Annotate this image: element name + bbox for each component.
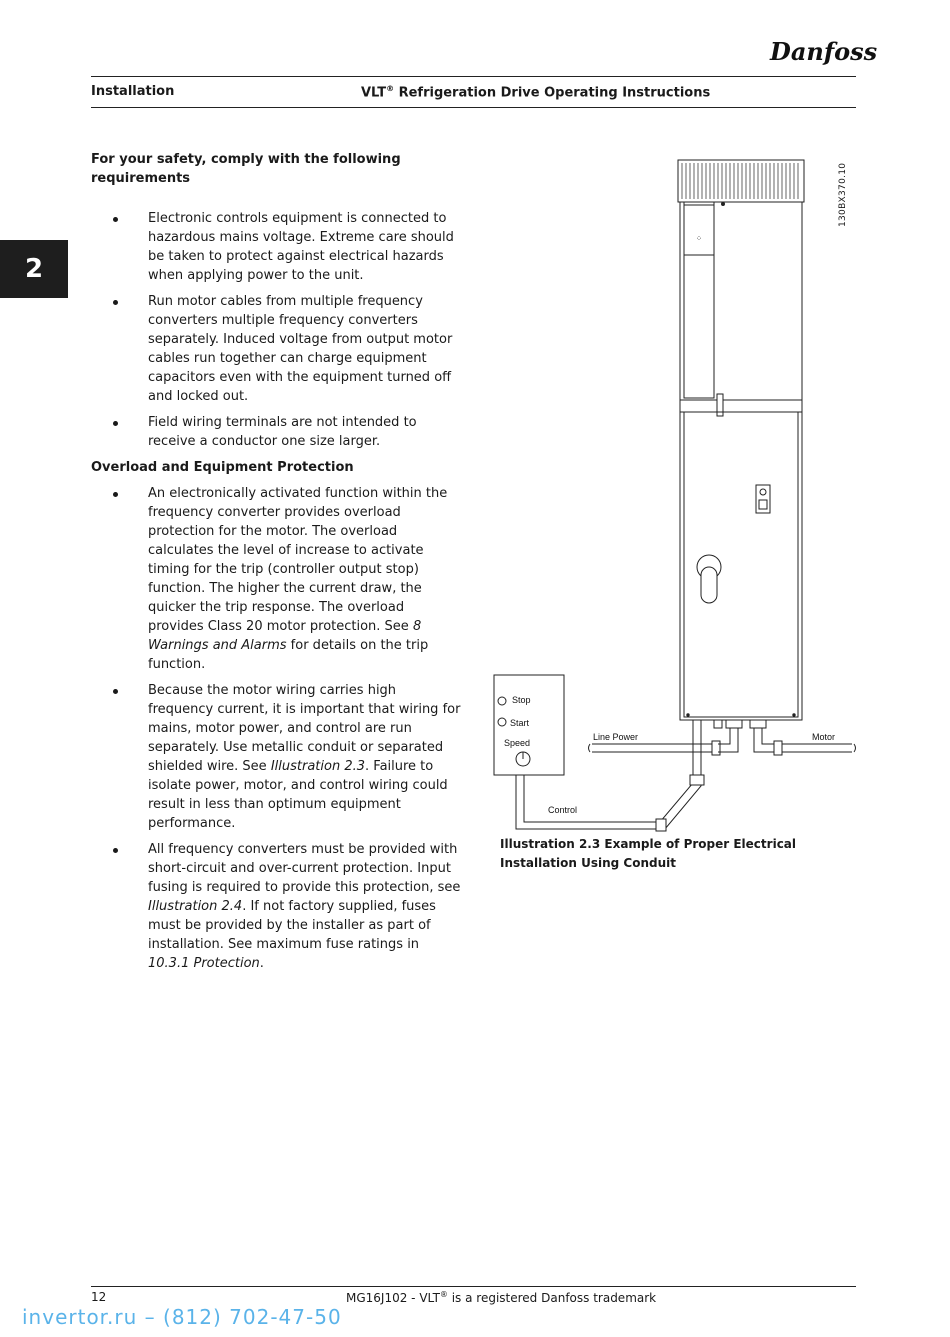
page-number: 12 [91,1290,107,1304]
svg-text:⁘: ⁘ [695,234,703,243]
overload-list [91,484,461,973]
label-motor: Motor [812,732,836,742]
header-rule-top [91,76,856,77]
danfoss-logo [768,30,878,70]
watermark: invertor.ru – (812) 702-47-50 [22,1305,342,1329]
cross-reference: 8 Warnings and Alarms [148,619,422,653]
label-start: Start [510,718,530,728]
list-item: Run motor cables from multiple frequency converters multiple frequency converters separately. Induced voltage from output motor cables run together can charge equipment capacitors even with the equipment turned off and locked out. [91,292,461,406]
label-speed: Speed [504,738,531,748]
overload-heading: Overload and Equipment Protection [91,460,354,475]
cross-reference: 10.3.1 Protection [148,956,260,971]
logo-text: Danfoss [770,37,878,66]
label-control: Control [548,805,578,815]
list-item: An electronically activated function within the frequency converter provides overload protection for the motor. The overload calculates the level of increase to activate timing for the trip (controller output stop) function. The higher the current draw, the quicker the trip response. The overload provides Class 20 motor protection. See 8 Warnings and Alarms for details on the trip function. [91,484,461,674]
installation-illustration [490,155,860,835]
list-item: Electronic controls equipment is connected to hazardous mains voltage. Extreme care should be taken to protect against electrical hazards when applying power to the unit. [91,209,461,285]
header-title: VLT® Refrigeration Drive Operating Instructions [361,84,711,101]
chapter-tab: 2 [0,240,68,298]
footer-text: MG16J102 - VLT® is a registered Danfoss trademark [346,1290,657,1305]
body-column [91,150,461,980]
list-item: Because the motor wiring carries high frequency current, it is important that wiring for mains, motor power, and control are run separately. Use metallic conduit or separated shielded wire. See Illustration 2.3. Failure to isolate power, motor, and control wiring could result in less than optimum equipment performance. [91,681,461,833]
safety-heading: For your safety, comply with the following requirements [91,152,401,186]
label-stop: Stop [512,695,531,705]
figure-id: 130BX370.10 [838,162,848,227]
header-section: Installation [91,84,175,99]
motor-conduit [750,720,856,755]
header-rule-bottom [91,107,856,108]
safety-list [91,209,461,451]
drive-cabinet [678,160,804,720]
list-item: All frequency converters must be provided with short-circuit and over-current protection. Input fusing is required to provide this protection, see Illustration 2.4. If not factory supplied, fuses must be provided by the installer as part of installation. See maximum fuse ratings in 10.3.1 Protection. [91,840,461,973]
figure-caption: Illustration 2.3 Example of Proper Electrical Installation Using Conduit [500,837,797,870]
cross-reference: Illustration 2.3 [270,759,366,774]
label-line-power: Line Power [593,732,639,742]
footer-rule [91,1286,856,1287]
list-item: Field wiring terminals are not intended to receive a conductor one size larger. [91,413,461,451]
cross-reference: Illustration 2.4 [148,899,243,914]
